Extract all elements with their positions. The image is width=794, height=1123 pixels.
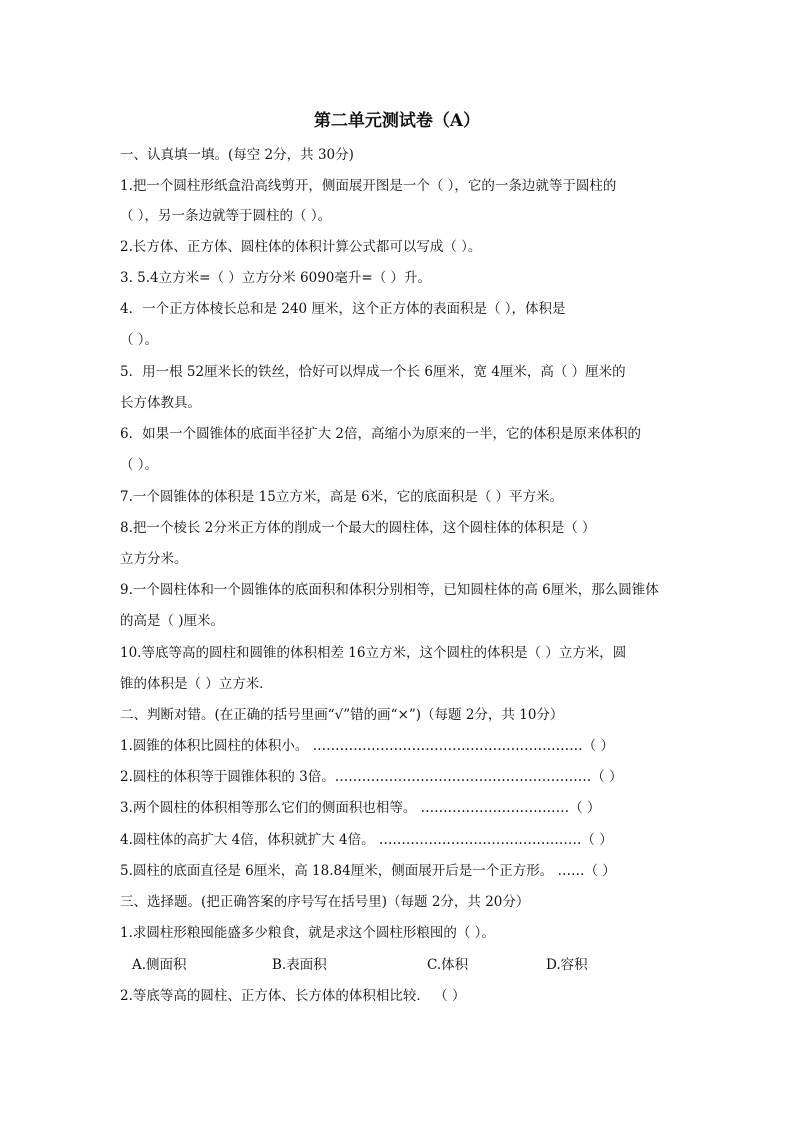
judgment-item: 2.圆柱的体积等于圆锥体积的 3倍。…………………………………………………（ ）	[120, 769, 623, 785]
question-line: 8.把一个棱长 2分米正方体的削成一个最大的圆柱体，这个圆柱体的体积是（ ）	[120, 520, 596, 536]
question-line: 7.一个圆锥体的体积是 15立方米，高是 6米，它的底面积是（ ）平方米。	[120, 489, 564, 505]
question-line: （ ），另一条边就等于圆柱的（ ）。	[120, 208, 332, 224]
question-line: 4．一个正方体棱长总和是 240 厘米，这个正方体的表面积是（ ），体积是	[120, 301, 566, 317]
question-line: 3. 5.4立方米=（ ）立方分米 6090毫升=（ ）升。	[120, 270, 431, 286]
question-line: （ ）。	[120, 332, 159, 348]
question-line: （ ）。	[120, 457, 159, 473]
option-d: D.容积	[546, 957, 588, 973]
option-b: B.表面积	[272, 957, 327, 973]
judgment-item: 4.圆柱体的高扩大 4倍，体积就扩大 4倍。 ………………………………………（ ）	[120, 832, 613, 848]
choice-options	[132, 955, 612, 975]
section-2-heading: 二、判断对错。(在正确的括号里画“√”错的画“×”)（每题 2分，共 10分）	[120, 707, 564, 723]
judgment-item: 1.圆锥的体积比圆柱的体积小。 ……………………………………………………（ ）	[120, 738, 614, 754]
choice-question: 1.求圆柱形粮囤能盛多少粮食，就是求这个圆柱形粮囤的（ ）。	[120, 925, 495, 941]
question-line: 6．如果一个圆锥体的底面半径扩大 2倍，高缩小为原来的一半，它的体积是原来体积的	[120, 426, 641, 442]
question-line: 10.等底等高的圆柱和圆锥的体积相差 16立方米，这个圆柱的体积是（ ）立方米，圆	[120, 645, 627, 661]
page-title: 第二单元测试卷（A）	[313, 111, 481, 131]
question-line: 立方分米。	[120, 551, 188, 567]
question-line: 1.把一个圆柱形纸盒沿高线剪开，侧面展开图是一个（ ），它的一条边就等于圆柱的	[120, 178, 617, 194]
question-line: 5．用一根 52厘米长的铁丝，恰好可以焊成一个长 6厘米，宽 4厘米，高（ ）厘米的	[120, 364, 626, 380]
question-line: 2.长方体、正方体、圆柱体的体积计算公式都可以写成（ ）。	[120, 239, 482, 255]
choice-question: 2.等底等高的圆柱、正方体、长方体的体积相比较． （ ）	[120, 988, 466, 1004]
judgment-item: 5.圆柱的底面直径是 6厘米，高 18.84厘米，侧面展开后是一个正方形。 ……（ ）	[120, 863, 616, 879]
question-line: 长方体教具。	[120, 395, 201, 411]
section-1-heading: 一、认真填一填。(每空 2分，共 30分)	[120, 147, 354, 163]
question-line: 9.一个圆柱体和一个圆锥体的底面积和体积分别相等，已知圆柱体的高 6厘米，那么圆锥体	[120, 582, 659, 598]
question-line: 的高是（ )厘米。	[120, 613, 225, 629]
option-a: A.侧面积	[132, 957, 187, 973]
question-line: 锥的体积是（ ）立方米．	[120, 676, 273, 692]
section-3-heading: 三、选择题。(把正确答案的序号写在括号里)（每题 2分，共 20分）	[120, 894, 530, 910]
option-c: C.体积	[427, 957, 469, 973]
judgment-item: 3.两个圆柱的体积相等那么它们的侧面积也相等。 ……………………………（ ）	[120, 800, 601, 816]
